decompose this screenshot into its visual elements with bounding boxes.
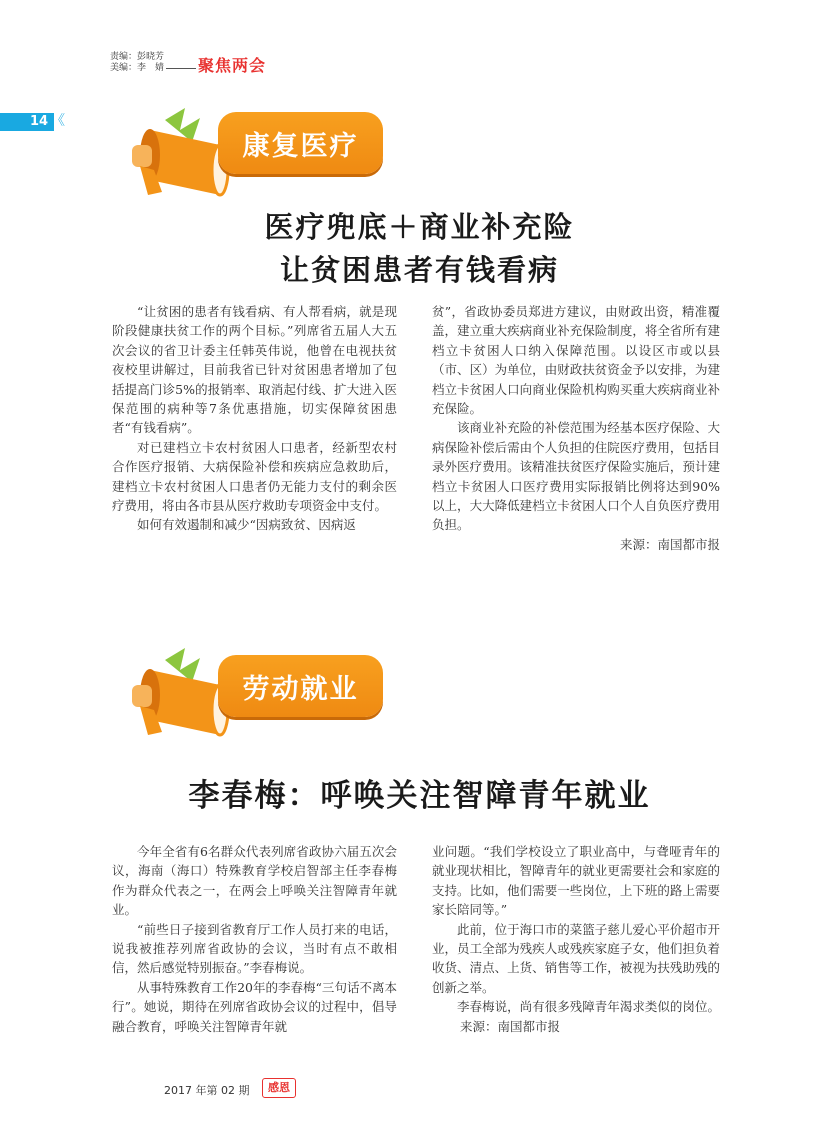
article2-right-paragraph: 此前，位于海口市的菜篮子慈儿爱心平价超市开业，员工全部为残疾人或残疾家庭子女，他们担负着收货、清点、上货、销售等工作，被视为扶残助残的创新之举。 <box>432 921 720 995</box>
page-number: 14 <box>30 114 49 129</box>
article1-title-line2: 让贫困患者有钱看病 <box>279 253 559 287</box>
article1-left-column <box>112 302 397 535</box>
article2-right-paragraph <box>432 997 720 1036</box>
article2-right-continuation: 业问题。“我们学校设立了职业高中，与聋哑青年的就业现状相比，智障青年的就业更需要社会和家庭的支持。比如，他们需要一些岗位，上下班的路上需要家长陪同等。” <box>432 844 720 918</box>
article1-right-continuation: 贫”，省政协委员郑进方建议，由财政出资，精准覆盖，建立重大疾病商业补充保险制度，将全省所有建档立卡贫困人口纳入保障范围。以设区市或以县（市、区）为单位，由财政扶贫资金予以安排，为建档立卡贫困人口向商业保险机构购买重大疾病商业补充保险。 <box>432 304 720 417</box>
article1-left-paragraph: 如何有效遏制和减少“因病致贫、因病返 <box>137 517 356 533</box>
article2-right-column <box>432 842 720 1036</box>
article1-title-line1: 医疗兜底＋商业补充险 <box>264 210 575 244</box>
article2-title: 李春梅：呼唤关注智障青年就业 <box>188 778 651 814</box>
magazine-logo: 感恩 <box>262 1078 296 1098</box>
article1-left-paragraph: 对已建档立卡农村贫困人口患者，经新型农村合作医疗报销、大病保险补偿和疾病应急救助后，建档立卡农村贫困人口患者仍无能力支付的剩余医疗费用，将由各市县从医疗救助专项资金中支付。 <box>112 439 397 514</box>
header-rule <box>166 68 196 69</box>
badge-rehab-medical: 康复医疗 <box>218 112 383 174</box>
badge-labor-employment: 劳动就业 <box>218 655 383 717</box>
article2-left-paragraph: “前些日子接到省教育厅工作人员打来的电话，说我被推荐列席省政协的会议，当时有点不敢相信，然后感觉特别振奋。”李春梅说。 <box>112 921 397 976</box>
article1-source: 来源：南国都市报 <box>619 536 720 552</box>
megaphone-icon <box>110 640 230 750</box>
article2-left-paragraph: 从事特殊教育工作20年的李春梅“三句话不离本行”。她说，期待在列席省政协会议的过程中，倡导融合教育，呼唤关注智障青年就 <box>112 979 397 1034</box>
megaphone-icon <box>110 100 230 210</box>
article2-left-paragraph: 今年全省有6名群众代表列席省政协六届五次会议，海南（海口）特殊教育学校启智部主任李春梅作为群众代表之一，在两会上呼唤关注智障青年就业。 <box>112 844 397 918</box>
section-title: 聚焦两会 <box>198 56 267 75</box>
article1-right-paragraph: 该商业补充险的补偿范围为经基本医疗保险、大病保险补偿后需由个人负担的住院医疗费用，包括目录外医疗费用。该精准扶贫医疗保险实施后，预计建档立卡贫困人口医疗费用实际报销比例将达到90%以上，大大降低建档立卡贫困人口个人自负医疗费用负担。 <box>432 420 720 533</box>
article1-right-column <box>432 302 720 554</box>
article2-source: 来源：南国都市报 <box>460 1018 561 1034</box>
article1-left-paragraph: “让贫困的患者有钱看病、有人帮看病，就是现阶段健康扶贫工作的两个目标。”列席省五届人大五次会议的省卫计委主任韩英伟说，他曾在电视扶贫夜校里讲解过，目前我省已针对贫困患者增加了包括提高门诊5%的报销率、取消起付线、扩大进入医保范围的病种等7条优惠措施，切实保障贫困患者“有钱看病”。 <box>112 304 397 436</box>
article2-closing-text: 李春梅说，尚有很多残障青年渴求类似的岗位。 <box>457 999 720 1015</box>
designer-credit: 美编：李 婧 <box>110 63 165 73</box>
issue-label: 2017 年第 02 期 <box>164 1084 250 1097</box>
editor-credit: 责编：彭晓芳 <box>110 52 165 62</box>
article2-left-column <box>112 842 397 1036</box>
page-credits <box>110 52 164 74</box>
page-chevron-icon: 《 <box>51 113 65 129</box>
